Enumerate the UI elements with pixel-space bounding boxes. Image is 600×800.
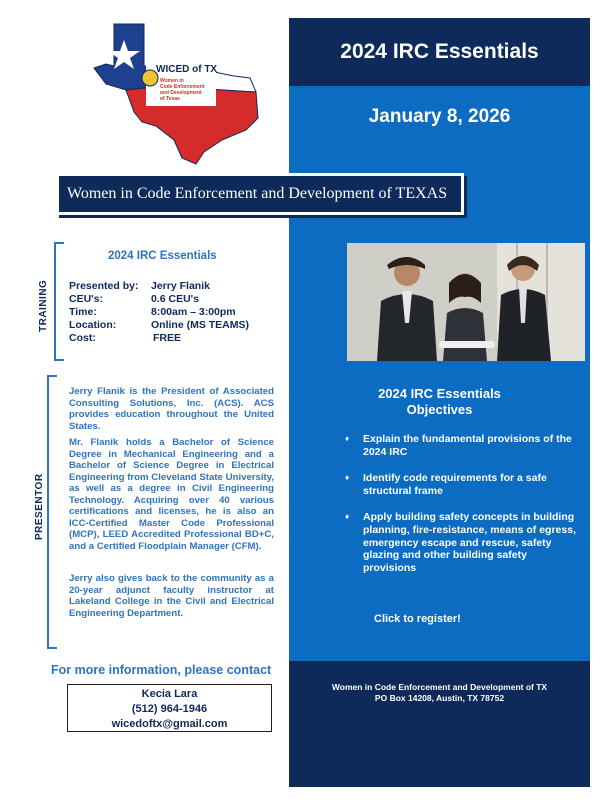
list-item	[345, 511, 580, 574]
row-value: FREE	[153, 332, 182, 344]
footer-band	[289, 661, 590, 787]
row-key: Cost:	[69, 332, 96, 344]
diamond-bullet-icon: ♦	[345, 512, 350, 522]
objective-text: Explain the fundamental provisions of the 2024 IRC	[363, 433, 572, 458]
row-key: Presented by:	[69, 280, 139, 292]
contact-phone: (512) 964-1946	[131, 703, 208, 715]
texas-map-icon	[86, 18, 266, 166]
training-bracket	[54, 242, 64, 361]
event-date: January 8, 2026	[368, 106, 511, 127]
row-value: 8:00am – 3:00pm	[151, 306, 236, 318]
objectives-heading-line1: 2024 IRC Essentials	[378, 386, 501, 401]
presenters-photo	[347, 243, 585, 361]
footer-org: Women in Code Enforcement and Development of TX	[331, 682, 548, 692]
diamond-bullet-icon: ♦	[345, 473, 350, 483]
contact-email[interactable]: wicedoftx@gmail.com	[111, 718, 228, 730]
logo-tagline-3: and Development	[160, 90, 202, 96]
logo-tagline-4: of Texas	[160, 96, 180, 102]
training-title: 2024 IRC Essentials	[108, 250, 217, 262]
footer-address: PO Box 14208, Austin, TX 78752	[374, 693, 505, 703]
row-key: CEU's:	[69, 293, 104, 305]
list-item	[345, 472, 580, 497]
presenter-bio-2: Mr. Flanik holds a Bachelor of Science Degree in Mechanical Engineering and a Bachelor of Science Degree in Electrical Engineering from Cleveland State University, as well as a degree in Civil Engineering Technology. Acquiring over 40 various certifications and licenses, he is also an ICC-Certified Master Code Professional (MCP), LEED Accredited Professional BD+C, and a Certified Floodplain Manager (CFM).	[69, 437, 274, 552]
row-key: Location:	[69, 319, 117, 331]
row-value: Jerry Flanik	[151, 280, 210, 292]
wiced-logo	[86, 18, 266, 166]
objective-text: Identify code requirements for a safe structural frame	[363, 472, 547, 497]
objectives-heading	[289, 386, 590, 418]
presenter-side-label: PRESENTOR	[34, 473, 45, 540]
row-key: Time:	[69, 306, 97, 318]
logo-name: WICED of TX	[156, 64, 218, 75]
presenter-bracket	[47, 375, 57, 649]
row-value: 0.6 CEU's	[151, 293, 200, 305]
presenter-bio-1: Jerry Flanik is the President of Associated Consulting Solutions, Inc. (ACS). ACS provides education throughout the United States.	[69, 386, 274, 432]
row-value: Online (MS TEAMS)	[151, 319, 249, 331]
contact-name: Kecia Lara	[141, 688, 198, 700]
logo-tagline-2: Code Enforcement	[160, 84, 205, 90]
register-link[interactable]: Click to register!	[374, 613, 461, 625]
diamond-bullet-icon: ♦	[345, 434, 350, 443]
objectives-heading-line2: Objectives	[406, 402, 473, 417]
presenter-bio-3: Jerry also gives back to the community as a 20-year adjunct faculty instructor at Lakeland College in the Civil and Electrical Engineering Department.	[69, 573, 274, 619]
objectives-list	[345, 433, 580, 588]
contact-heading: For more information, please contact	[51, 663, 272, 677]
list-item	[345, 433, 580, 458]
objective-text: Apply building safety concepts in building planning, fire-resistance, means of egress, emergency escape and rescue, safety glazing and other building safety provisions	[363, 511, 576, 574]
page-title: 2024 IRC Essentials	[289, 18, 590, 86]
logo-tagline-1: Women in	[160, 78, 184, 84]
contact-box	[67, 684, 272, 732]
training-side-label: TRAINING	[38, 279, 49, 332]
people-illustration	[347, 243, 585, 361]
org-banner: Women in Code Enforcement and Development of TEXAS	[59, 176, 461, 212]
